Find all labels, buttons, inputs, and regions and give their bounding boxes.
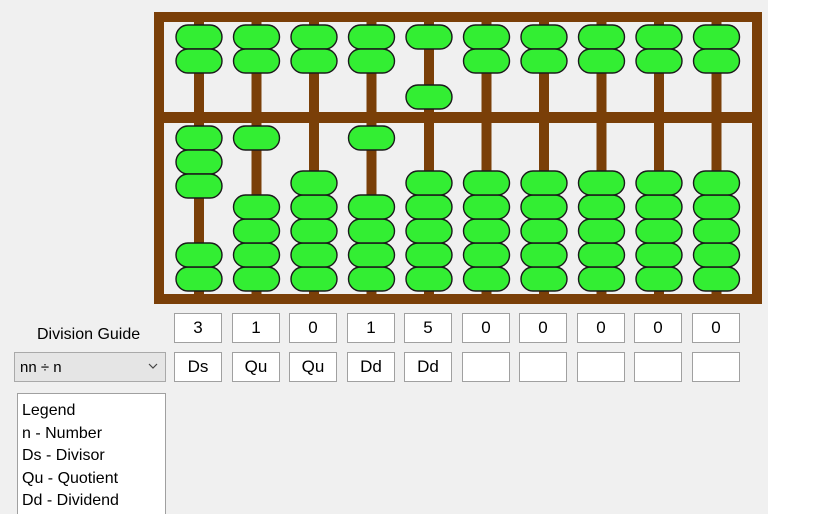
- bead-body: [234, 49, 280, 73]
- chevron-down-icon[interactable]: [147, 360, 159, 372]
- bead-body: [579, 243, 625, 267]
- abacus-beam: [154, 112, 762, 123]
- bead-body: [176, 25, 222, 49]
- legend-line: n - Number: [22, 424, 103, 442]
- abacus-bead[interactable]: [636, 25, 682, 49]
- digit-value-cell: 1: [347, 313, 395, 343]
- bead-body: [521, 219, 567, 243]
- abacus-bead[interactable]: [176, 150, 222, 174]
- abacus-bead[interactable]: [579, 195, 625, 219]
- abacus-bead[interactable]: [579, 267, 625, 291]
- abacus-bead[interactable]: [291, 243, 337, 267]
- abacus-bead[interactable]: [349, 195, 395, 219]
- bead-body: [176, 150, 222, 174]
- legend-line: Ds - Divisor: [22, 447, 105, 464]
- bead-body: [464, 49, 510, 73]
- abacus-bead[interactable]: [636, 49, 682, 73]
- legend-line: Dd - Dividend: [22, 492, 119, 509]
- bead-body: [579, 49, 625, 73]
- abacus-bead[interactable]: [694, 49, 740, 73]
- abacus-bead[interactable]: [349, 267, 395, 291]
- abacus-bead[interactable]: [636, 219, 682, 243]
- abacus-bead[interactable]: [176, 174, 222, 198]
- bead-body: [291, 219, 337, 243]
- abacus-frame-bottom: [154, 294, 762, 304]
- bead-body: [694, 219, 740, 243]
- role-cell: Qu: [232, 352, 280, 382]
- bead-body: [234, 243, 280, 267]
- bead-body: [694, 195, 740, 219]
- abacus-bead[interactable]: [406, 195, 452, 219]
- abacus-bead[interactable]: [176, 49, 222, 73]
- abacus-bead[interactable]: [349, 25, 395, 49]
- bead-body: [636, 25, 682, 49]
- bead-body: [234, 219, 280, 243]
- bead-body: [349, 25, 395, 49]
- digit-value-cell: 3: [174, 313, 222, 343]
- abacus-bead[interactable]: [636, 171, 682, 195]
- abacus-bead[interactable]: [176, 25, 222, 49]
- bead-body: [176, 174, 222, 198]
- bead-body: [176, 243, 222, 267]
- digit-value-cell: 1: [232, 313, 280, 343]
- abacus-bead[interactable]: [176, 243, 222, 267]
- abacus-bead[interactable]: [521, 195, 567, 219]
- abacus-bead[interactable]: [349, 243, 395, 267]
- bead-body: [579, 195, 625, 219]
- abacus-frame-top: [154, 12, 762, 22]
- abacus-bead[interactable]: [406, 25, 452, 49]
- bead-body: [406, 85, 452, 109]
- abacus-bead[interactable]: [636, 243, 682, 267]
- legend-title: Legend: [22, 402, 76, 419]
- bead-body: [291, 195, 337, 219]
- bead-body: [636, 195, 682, 219]
- abacus-bead[interactable]: [349, 126, 395, 150]
- bead-body: [291, 243, 337, 267]
- bead-body: [694, 267, 740, 291]
- role-cell: [692, 352, 740, 382]
- abacus-bead[interactable]: [579, 25, 625, 49]
- bead-body: [464, 219, 510, 243]
- abacus-bead[interactable]: [694, 171, 740, 195]
- bead-body: [579, 171, 625, 195]
- abacus-bead[interactable]: [694, 267, 740, 291]
- abacus-bead[interactable]: [464, 171, 510, 195]
- abacus-bead[interactable]: [291, 25, 337, 49]
- abacus-bead[interactable]: [234, 126, 280, 150]
- abacus-bead[interactable]: [521, 267, 567, 291]
- abacus-bead[interactable]: [234, 243, 280, 267]
- bead-body: [521, 25, 567, 49]
- abacus-bead[interactable]: [234, 25, 280, 49]
- bead-body: [694, 49, 740, 73]
- bead-body: [406, 25, 452, 49]
- abacus-bead[interactable]: [521, 25, 567, 49]
- division-mode-value: nn ÷ n: [20, 358, 62, 376]
- abacus-frame-right: [752, 12, 762, 304]
- abacus-bead[interactable]: [234, 219, 280, 243]
- abacus-bead[interactable]: [521, 219, 567, 243]
- bead-body: [234, 195, 280, 219]
- abacus-bead[interactable]: [521, 171, 567, 195]
- abacus-bead[interactable]: [406, 219, 452, 243]
- abacus-bead[interactable]: [406, 85, 452, 109]
- division-mode-select[interactable]: [14, 352, 166, 382]
- bead-body: [521, 171, 567, 195]
- bead-body: [349, 243, 395, 267]
- abacus-bead[interactable]: [291, 267, 337, 291]
- bead-body: [291, 171, 337, 195]
- abacus-bead[interactable]: [521, 243, 567, 267]
- role-cell: Ds: [174, 352, 222, 382]
- abacus-bead[interactable]: [579, 219, 625, 243]
- abacus-bead[interactable]: [176, 126, 222, 150]
- bead-body: [291, 267, 337, 291]
- bead-body: [349, 219, 395, 243]
- bead-body: [579, 267, 625, 291]
- bead-body: [406, 219, 452, 243]
- abacus-bead[interactable]: [694, 25, 740, 49]
- legend-line: Qu - Quotient: [22, 469, 119, 487]
- bead-body: [406, 267, 452, 291]
- bead-body: [349, 195, 395, 219]
- bead-body: [521, 243, 567, 267]
- bead-body: [464, 195, 510, 219]
- abacus-bead[interactable]: [349, 49, 395, 73]
- bead-body: [176, 49, 222, 73]
- digit-value-cell: 0: [462, 313, 510, 343]
- abacus-bead[interactable]: [176, 267, 222, 291]
- bead-body: [349, 267, 395, 291]
- bead-body: [636, 243, 682, 267]
- abacus-bead[interactable]: [636, 267, 682, 291]
- abacus-bead[interactable]: [464, 267, 510, 291]
- bead-body: [521, 49, 567, 73]
- digit-value-cell: 0: [692, 313, 740, 343]
- bead-body: [464, 267, 510, 291]
- abacus-bead[interactable]: [234, 49, 280, 73]
- abacus-bead[interactable]: [291, 219, 337, 243]
- bead-body: [636, 49, 682, 73]
- abacus-bead[interactable]: [291, 195, 337, 219]
- abacus-bead[interactable]: [464, 219, 510, 243]
- bead-body: [406, 243, 452, 267]
- digit-value-cell: 0: [289, 313, 337, 343]
- abacus-bead[interactable]: [349, 219, 395, 243]
- bead-body: [234, 25, 280, 49]
- role-cell: [634, 352, 682, 382]
- role-cell: [519, 352, 567, 382]
- bead-body: [579, 25, 625, 49]
- abacus-bead[interactable]: [464, 195, 510, 219]
- role-cell: Dd: [404, 352, 452, 382]
- abacus-bead[interactable]: [694, 243, 740, 267]
- abacus-bead[interactable]: [521, 49, 567, 73]
- abacus-bead[interactable]: [406, 171, 452, 195]
- abacus-bead[interactable]: [636, 195, 682, 219]
- abacus-bead[interactable]: [694, 195, 740, 219]
- abacus-bead[interactable]: [291, 171, 337, 195]
- abacus-bead[interactable]: [464, 49, 510, 73]
- legend-box: [17, 393, 166, 514]
- abacus-bead[interactable]: [464, 243, 510, 267]
- abacus-bead[interactable]: [234, 267, 280, 291]
- role-cell: Qu: [289, 352, 337, 382]
- bead-body: [694, 243, 740, 267]
- digit-value-cell: 0: [634, 313, 682, 343]
- bead-body: [234, 126, 280, 150]
- abacus: [154, 12, 762, 304]
- bead-body: [521, 267, 567, 291]
- bead-body: [234, 267, 280, 291]
- abacus-bead[interactable]: [579, 243, 625, 267]
- bead-body: [521, 195, 567, 219]
- bead-body: [464, 171, 510, 195]
- division-guide-label: Division Guide: [37, 326, 141, 343]
- bead-body: [464, 25, 510, 49]
- abacus-bead[interactable]: [406, 267, 452, 291]
- digit-value-cell: 0: [577, 313, 625, 343]
- bead-body: [579, 219, 625, 243]
- bead-body: [291, 49, 337, 73]
- bead-body: [349, 126, 395, 150]
- bead-body: [406, 195, 452, 219]
- abacus-bead[interactable]: [464, 25, 510, 49]
- abacus-bead[interactable]: [694, 219, 740, 243]
- bead-body: [291, 25, 337, 49]
- bead-body: [349, 49, 395, 73]
- role-cell: [462, 352, 510, 382]
- abacus-bead[interactable]: [579, 49, 625, 73]
- bead-body: [636, 171, 682, 195]
- bead-body: [694, 171, 740, 195]
- abacus-frame-left: [154, 12, 164, 304]
- abacus-bead[interactable]: [579, 171, 625, 195]
- abacus-bead[interactable]: [406, 243, 452, 267]
- role-cell: [577, 352, 625, 382]
- bead-body: [694, 25, 740, 49]
- digit-value-cell: 0: [519, 313, 567, 343]
- bead-body: [176, 267, 222, 291]
- bead-body: [406, 171, 452, 195]
- bead-body: [176, 126, 222, 150]
- bead-body: [636, 267, 682, 291]
- role-cell: Dd: [347, 352, 395, 382]
- digit-value-cell: 5: [404, 313, 452, 343]
- abacus-bead[interactable]: [234, 195, 280, 219]
- bead-body: [464, 243, 510, 267]
- bead-body: [636, 219, 682, 243]
- abacus-bead[interactable]: [291, 49, 337, 73]
